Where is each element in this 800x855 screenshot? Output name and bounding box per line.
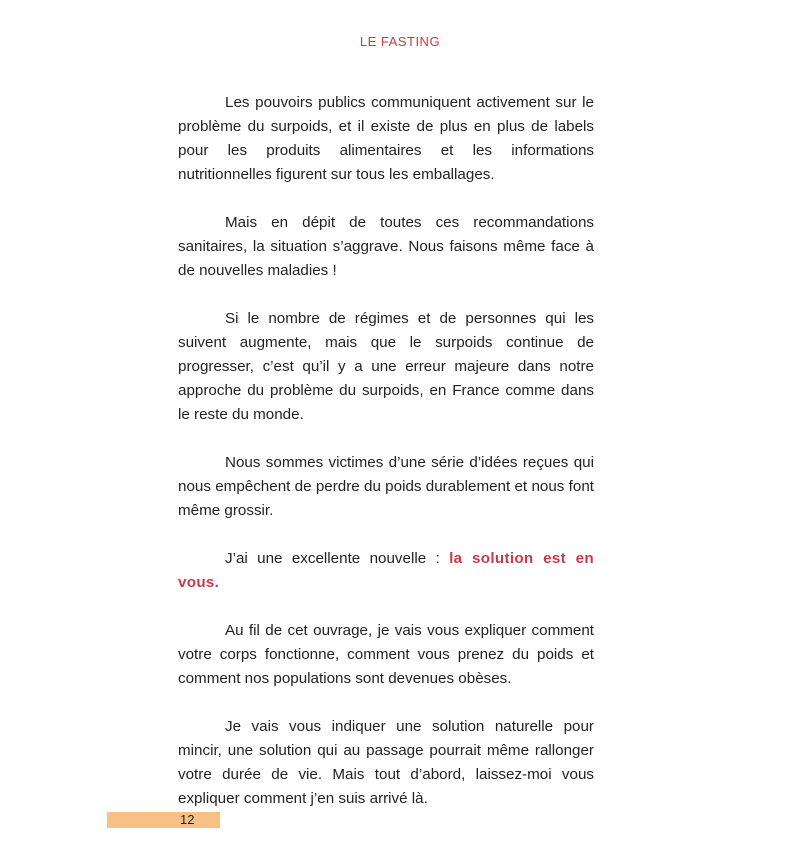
folio-bar [107, 812, 220, 828]
page-number: 12 [180, 812, 195, 827]
paragraph: Je vais vous indiquer une solution naturelle pour mincir, une solution qui au passage pourrait même rallonger votre durée de vie. Mais tout d’abord, laissez-moi vous expliquer comment j’en suis arrivé là. [178, 718, 594, 807]
paragraph: Si le nombre de régimes et de personnes qui les suivent augmente, mais que le surpoids continue de progresser, c’est qu’il y a une erreur majeure dans notre approche du problème du surpoids, en France comme dans le reste du monde. [178, 310, 594, 423]
highlight-emphasis: la solution est en vous. [178, 550, 594, 591]
paragraph: Les pouvoirs publics communiquent activement sur le problème du surpoids, et il existe de plus en plus de labels pour les produits alimentaires et les informations nutritionnelles figurent sur tous les emballages. [178, 94, 594, 183]
running-head: LE FASTING [359, 34, 441, 49]
highlight-paragraph [178, 547, 594, 595]
paragraph: Mais en dépit de toutes ces recommandations sanitaires, la situation s’aggrave. Nous faisons même face à de nouvelles maladies ! [178, 214, 594, 279]
paragraph: Au fil de cet ouvrage, je vais vous expliquer comment votre corps fonctionne, comment vous prenez du poids et comment nos populations sont devenues obèses. [178, 622, 594, 687]
paragraph: Nous sommes victimes d’une série d’idées reçues qui nous empêchent de perdre du poids durablement et nous font même grossir. [178, 454, 594, 519]
highlight-lead: J’ai une excellente nouvelle : [225, 550, 450, 567]
body-text [178, 91, 594, 811]
